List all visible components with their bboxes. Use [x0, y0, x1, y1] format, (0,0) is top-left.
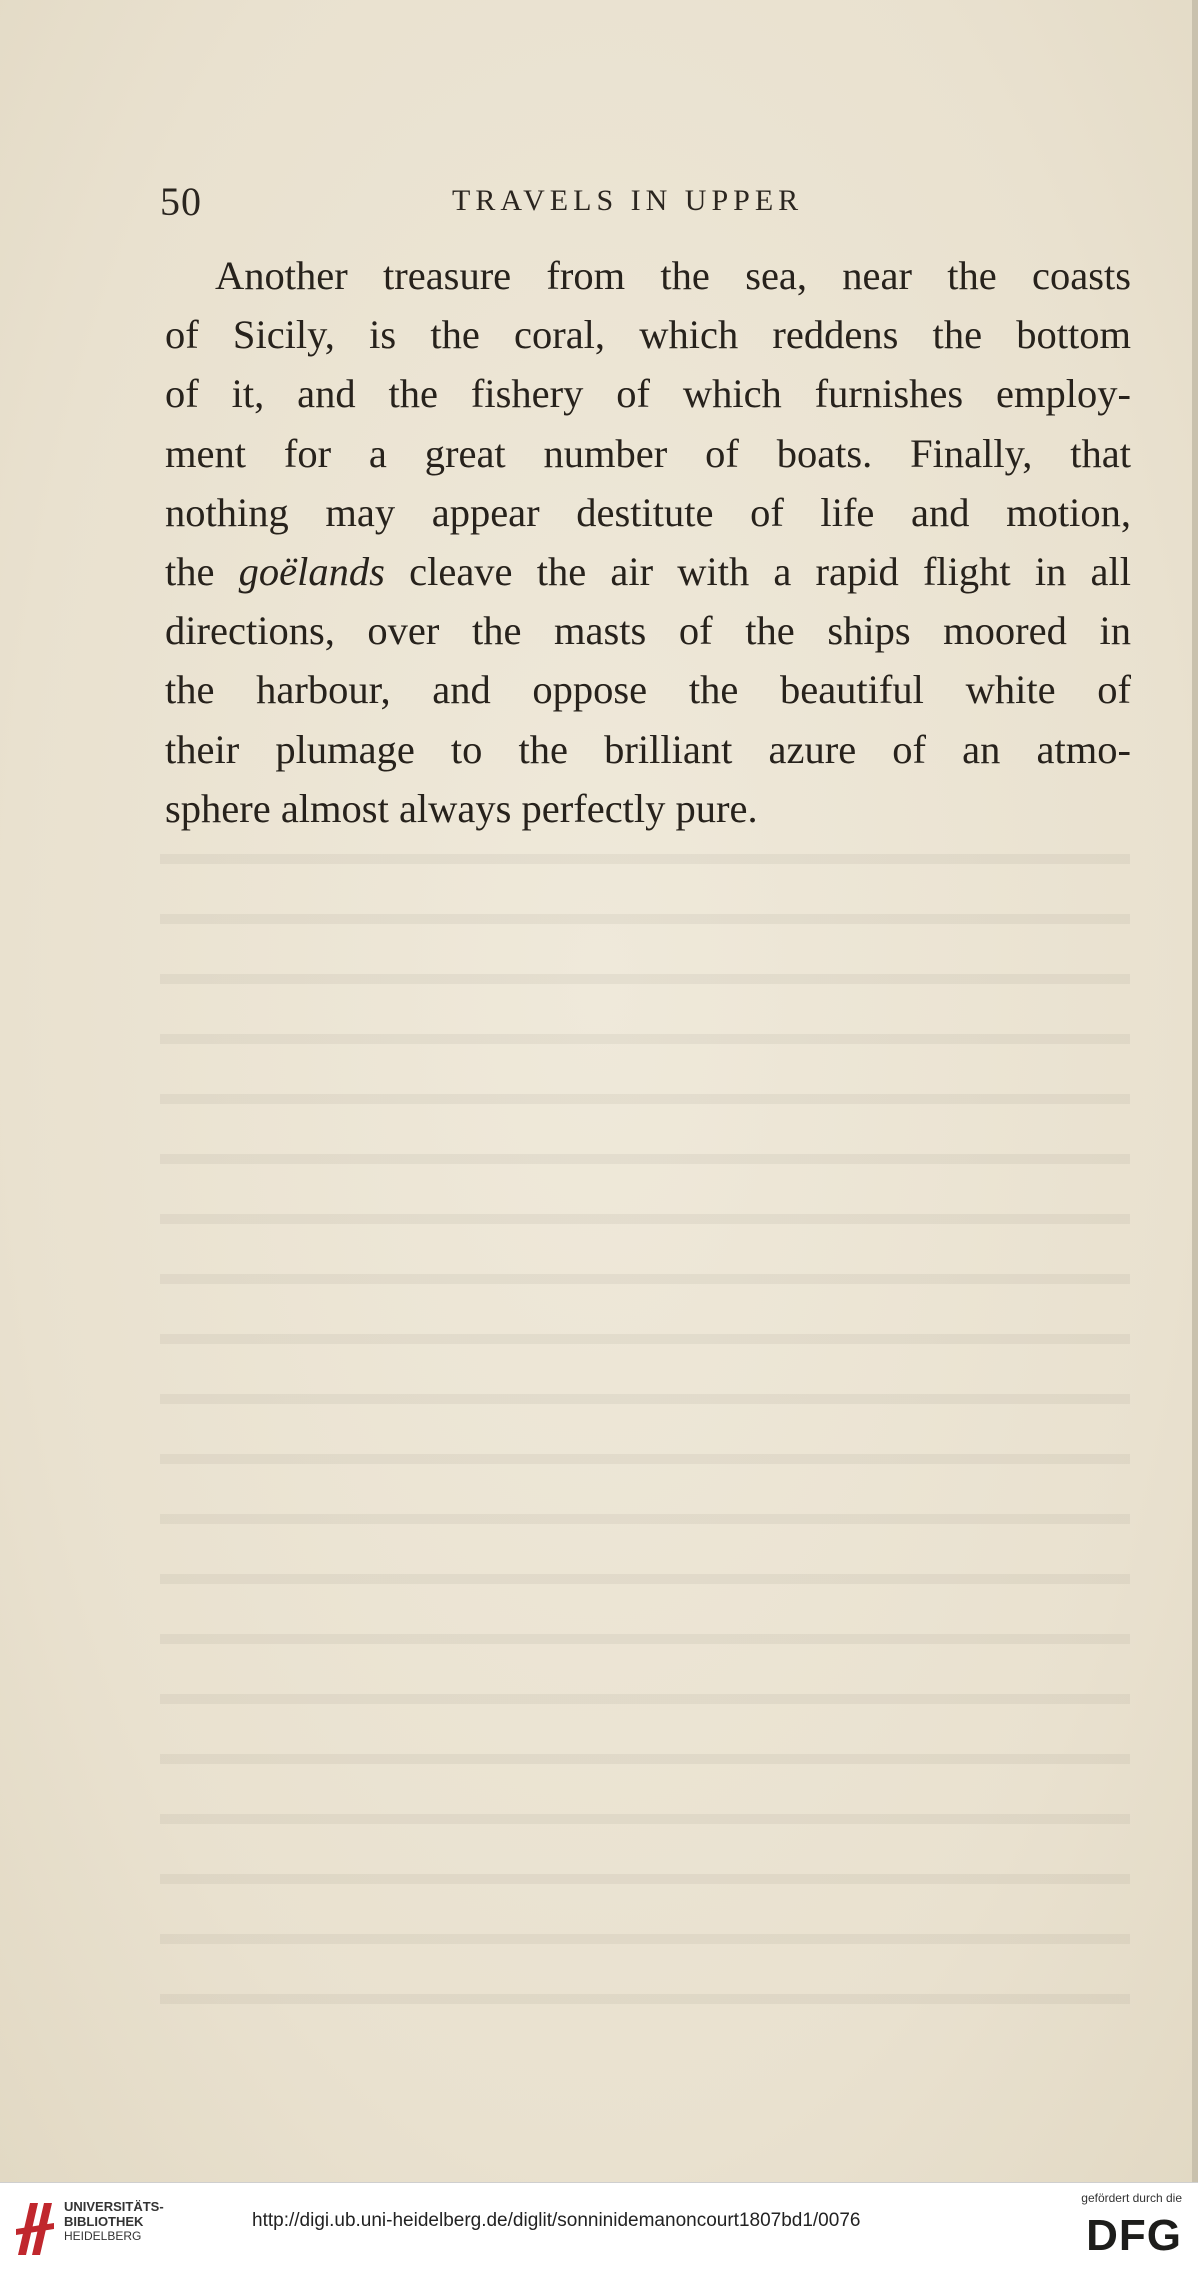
library-name-line: BIBLIOTHEK: [64, 2214, 144, 2229]
viewer-footer: [0, 2182, 1198, 2271]
dfg-logo: DFG: [1086, 2211, 1182, 2260]
show-through-text: [160, 820, 1130, 2040]
italic-word: goëlands: [238, 549, 385, 595]
running-title: TRAVELS IN UPPER: [452, 184, 804, 217]
library-name-line: UNIVERSITÄTS-: [64, 2199, 164, 2214]
text-line: directions, over the masts of the ships moored in: [165, 608, 1131, 654]
text-line: of it, and the fishery of which furnishes employ-: [165, 371, 1131, 417]
text-line: Another treasure from the sea, near the coasts: [215, 253, 1131, 298]
body-paragraph: [165, 246, 1131, 838]
running-head: [160, 178, 1130, 228]
text-fragment: cleave the air with a rapid flight in all: [409, 549, 1132, 595]
library-name-line: HEIDELBERG: [64, 2229, 142, 2243]
library-name: [64, 2199, 164, 2244]
text-line: sphere almost always perfectly pure.: [165, 785, 758, 831]
university-library-logo-icon: [14, 2197, 56, 2259]
page-number: 50: [160, 179, 202, 224]
text-line: nothing may appear destitute of life and motion,: [165, 489, 1131, 535]
page-edge: [1192, 0, 1198, 2182]
permalink-url[interactable]: http://digi.ub.uni-heidelberg.de/diglit/sonninidemanoncourt1807bd1/0076: [252, 2210, 861, 2231]
text-line: the harbour, and oppose the beautiful white of: [165, 667, 1131, 713]
text-line: their plumage to the brilliant azure of an atmo-: [165, 726, 1131, 772]
funded-by-label: gefördert durch die: [1081, 2191, 1182, 2205]
text-line: [165, 542, 1131, 601]
text-fragment: the: [165, 549, 215, 595]
text-line: of Sicily, is the coral, which reddens the bottom: [165, 312, 1131, 358]
text-line: ment for a great number of boats. Finally, that: [165, 430, 1131, 476]
